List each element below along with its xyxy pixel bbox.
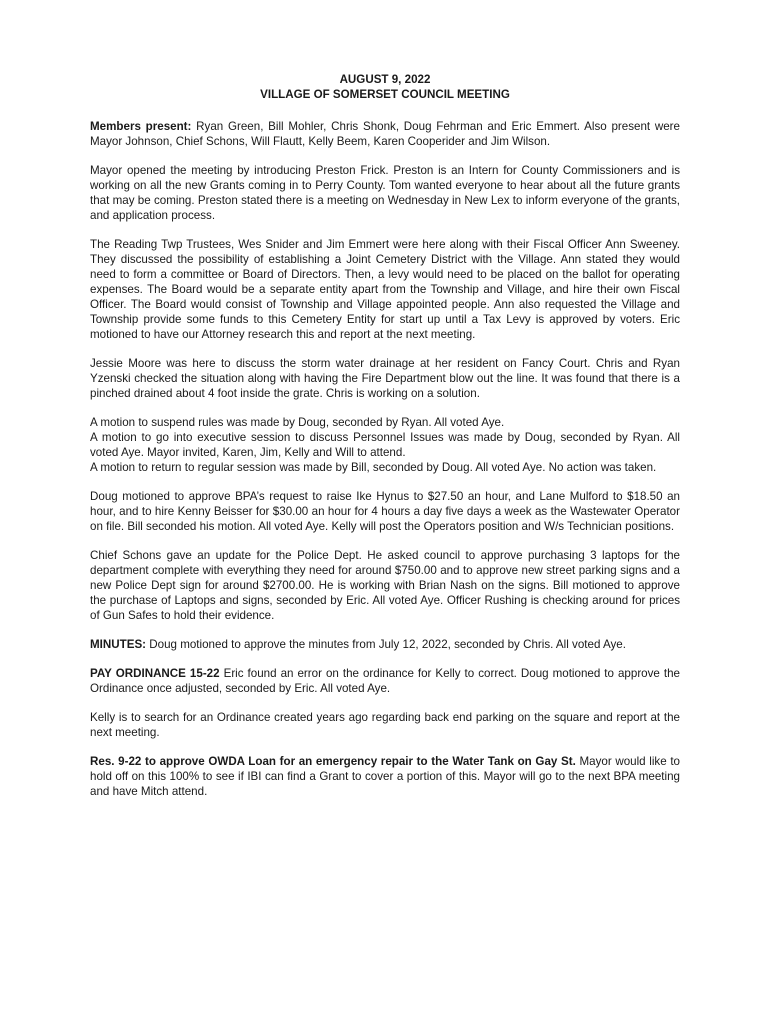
owda-label: Res. 9-22 to approve OWDA Loan for an emergency repair to the Water Tank on Gay St. — [90, 755, 576, 768]
owda-paragraph — [90, 754, 680, 799]
minutes-paragraph — [90, 637, 680, 652]
owda-text: Mayor would like to hold off on this 100% to see if IBI can find a Grant to cover a portion of this. Mayor will go to the next BPA meeting and have Mitch attend. — [90, 755, 680, 798]
document-page — [90, 72, 680, 813]
members-present-label: Members present: — [90, 120, 192, 133]
police-paragraph: Chief Schons gave an update for the Police Dept. He asked council to approve purchasing 3 laptops for the department complete with everything they need for around $750.00 and to approve new street parking signs and a new Police Dept sign for around $2700.00. He is working with Brian Nash on the signs. Bill motioned to approve the purchase of Laptops and signs, seconded by Eric. All voted Aye. Officer Rushing is checking around for prices of Gun Safes to hold their evidence. — [90, 549, 680, 622]
minutes-label: MINUTES: — [90, 638, 147, 651]
motion-executive-paragraph: A motion to go into executive session to discuss Personnel Issues was made by Doug, seconded by Ryan. All voted Aye. Mayor invited, Karen, Jim, Kelly and Will to attend. — [90, 431, 680, 459]
drainage-paragraph: Jessie Moore was here to discuss the storm water drainage at her resident on Fancy Court. Chris and Ryan Yzenski checked the situation along with having the Fire Department blow out the line. It was found that there is a pinched drained about 4 foot inside the grate. Chris is working on a solution. — [90, 357, 680, 400]
meeting-date: AUGUST 9, 2022 — [339, 73, 431, 86]
meeting-title: VILLAGE OF SOMERSET COUNCIL MEETING — [260, 88, 510, 101]
pay-ordinance-label: PAY ORDINANCE 15-22 — [90, 667, 220, 680]
intern-paragraph: Mayor opened the meeting by introducing Preston Frick. Preston is an Intern for County Commissioners and is working on all the new Grants coming in to Perry County. Tom wanted everyone to hear about all the future grants that may be coming. Preston stated there is a meeting on Wednesday in New Lex to inform everyone of the grants, and application process. — [90, 164, 680, 222]
motion-return-paragraph: A motion to return to regular session was made by Bill, seconded by Doug. All voted Aye. No action was taken. — [90, 461, 657, 474]
kelly-search-paragraph: Kelly is to search for an Ordinance created years ago regarding back end parking on the square and report at the next meeting. — [90, 711, 680, 739]
motion-suspend-paragraph: A motion to suspend rules was made by Doug, seconded by Ryan. All voted Aye. — [90, 416, 505, 429]
cemetery-paragraph: The Reading Twp Trustees, Wes Snider and Jim Emmert were here along with their Fiscal Officer Ann Sweeney. They discussed the possibility of establishing a Joint Cemetery District with the Village. Ann stated they would need to form a committee or Board of Directors. Then, a levy would need to be placed on the ballot for operating expenses. The Board would be a separate entity apart from the Township and Village, and hire their own Fiscal Officer. The Board would consist of Township and Village appointed people. Ann also requested the Village and Township provide some funds to this Cemetery Entity for start up until a Tax Levy is approved by voters. Eric motioned to have our Attorney research this and report at the next meeting. — [90, 238, 680, 341]
pay-ordinance-paragraph — [90, 666, 680, 696]
members-present-paragraph — [90, 119, 680, 149]
members-present-text: Ryan Green, Bill Mohler, Chris Shonk, Doug Fehrman and Eric Emmert. Also present were Mayor Johnson, Chief Schons, Will Flautt, Kelly Beem, Karen Cooperider and Jim Wilson. — [90, 120, 680, 148]
minutes-text: Doug motioned to approve the minutes from July 12, 2022, seconded by Chris. All voted Aye. — [146, 638, 626, 651]
pay-ordinance-text: Eric found an error on the ordinance for Kelly to correct. Doug motioned to approve the Ordinance once adjusted, seconded by Eric. All voted Aye. — [90, 667, 680, 695]
bpa-paragraph: Doug motioned to approve BPA’s request to raise Ike Hynus to $27.50 an hour, and Lane Mulford to $18.50 an hour, and to hire Kenny Beisser for $30.00 an hour for 4 hours a day five days a week as the Wastewater Operator on file. Bill seconded his motion. All voted Aye. Kelly will post the Operators position and W/s Technician positions. — [90, 490, 680, 533]
